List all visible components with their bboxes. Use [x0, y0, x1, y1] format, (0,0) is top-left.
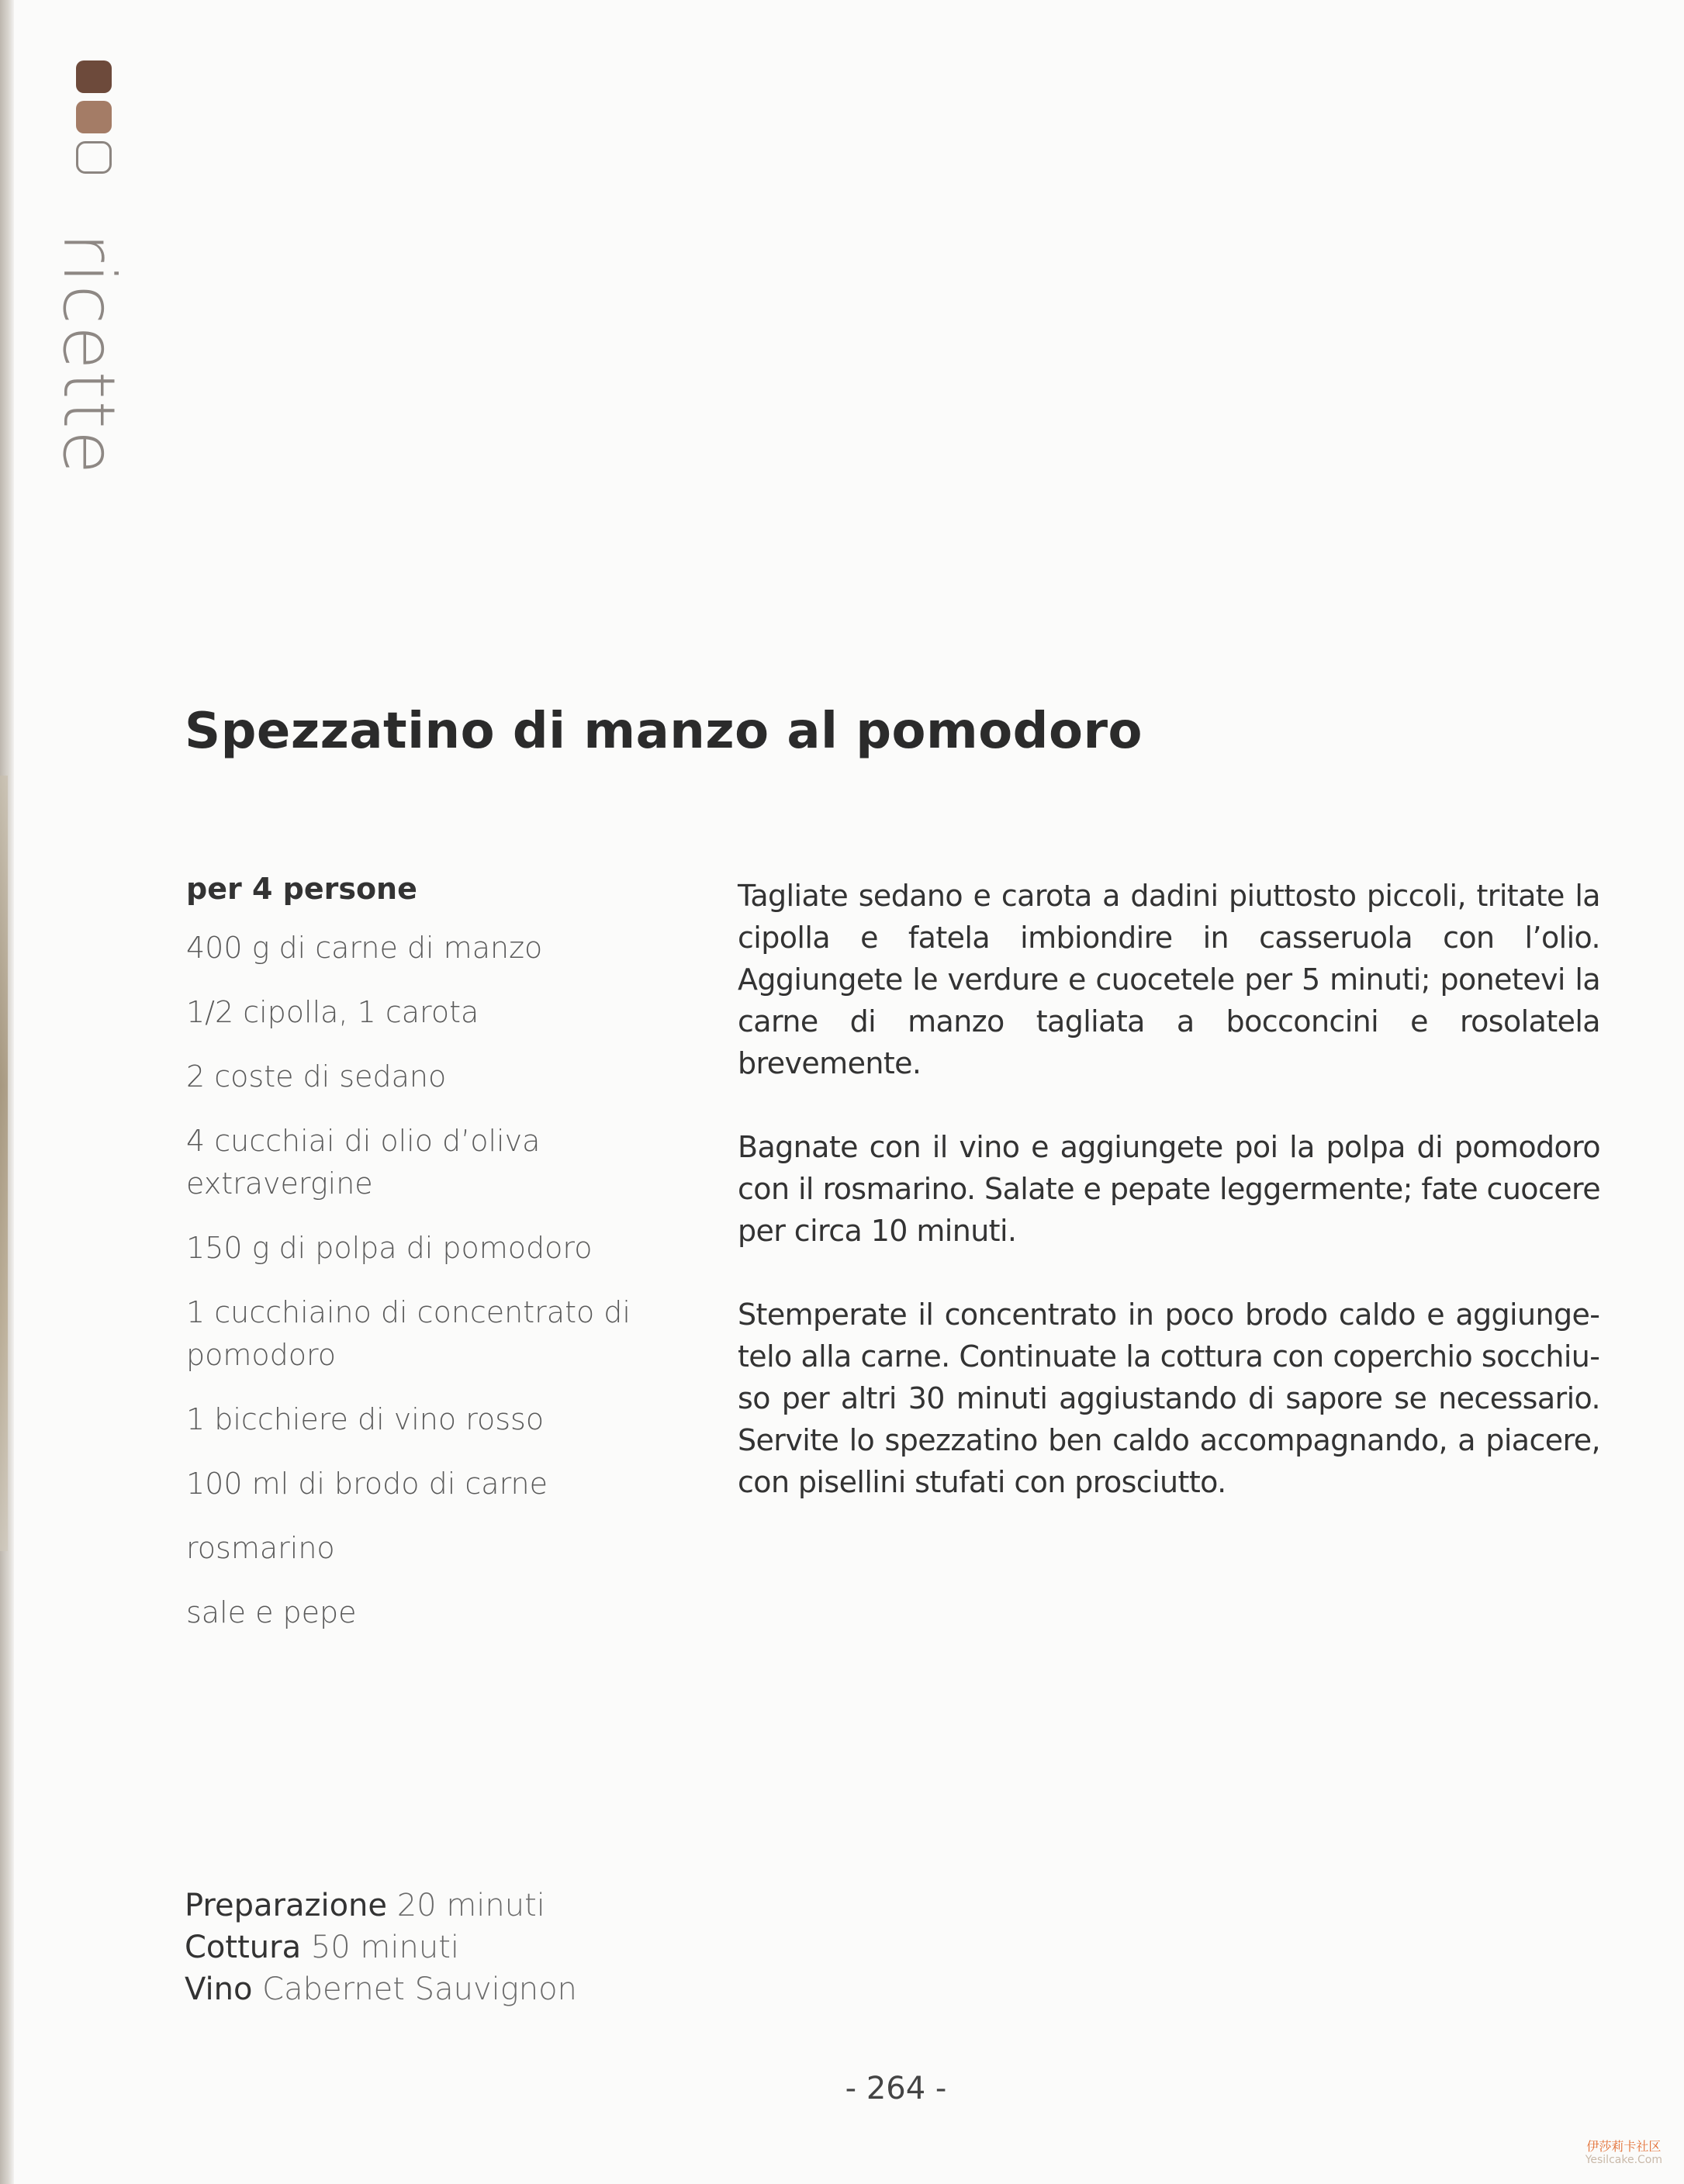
watermark-line-1: 伊莎莉卡社区 — [1586, 2139, 1662, 2155]
preparation-time — [185, 1885, 577, 1927]
preparation-value: 20 minuti — [396, 1888, 545, 1923]
preparation-label: Preparazione — [185, 1888, 387, 1923]
wine-label: Vino — [185, 1971, 253, 2007]
servings: per 4 persone — [186, 872, 417, 906]
method-paragraph: Bagnate con il vino e aggiungete poi la polpa di pomodoro con il rosmarino. Salate e pepate leggermente; fate cuocere per circa 10 minuti. — [738, 1130, 1600, 1248]
cooking-time — [185, 1927, 577, 1968]
recipe-title: Spezzatino di manzo al pomodoro — [185, 703, 1143, 760]
method-paragraph: Stemperate il concentrato in poco brodo caldo e aggiungetelo alla carne. Continuate la cottura con coperchio socchiuso per altri 30 minuti aggiustando di sapore se necessario. Servite lo spezzatino ben caldo accompagnando, a piacere, con pisellini stufati con prosciutto. — [738, 1298, 1600, 1499]
section-marker — [76, 60, 113, 181]
watermark — [1585, 2139, 1662, 2167]
method-paragraph: Tagliate sedano e carota a dadini piuttosto piccoli, tritate la cipolla e fatela imbiondire in casseruola con l’olio. Aggiungete le verdure e cuocetele per 5 minuti; ponetevi la carne di manzo tagliata a bocconcini e rosolatela brevemente. — [738, 879, 1600, 1080]
cooking-value: 50 minuti — [310, 1930, 459, 1965]
method-column — [738, 875, 1600, 1545]
ingredient-item: 150 g di polpa di pomodoro — [186, 1231, 593, 1266]
cooking-label: Cottura — [185, 1930, 302, 1965]
ingredient-item: 1 cucchiaino di concentrato di pomodoro — [186, 1295, 631, 1373]
ingredient-item: 2 coste di sedano — [186, 1059, 447, 1094]
watermark-line-2: Yesilcake.Com — [1585, 2154, 1662, 2167]
wine-value: Cabernet Sauvignon — [262, 1971, 577, 2007]
ingredient-item: 1 bicchiere di vino rosso — [186, 1402, 545, 1437]
section-label: ricette — [47, 233, 130, 476]
ingredient-item: 400 g di carne di manzo — [186, 931, 543, 966]
ingredients-column — [186, 870, 652, 1656]
spine-edge — [0, 776, 8, 1551]
ingredient-item: sale e pepe — [186, 1595, 357, 1630]
ingredient-item: 100 ml di brodo di carne — [186, 1467, 548, 1502]
marker-square-dark — [76, 60, 112, 93]
marker-square-outline — [76, 141, 112, 174]
wine-pairing — [185, 1968, 577, 2010]
page-number: - 264 - — [845, 2071, 947, 2106]
marker-square-mid — [76, 101, 112, 133]
ingredient-item: 1/2 cipolla, 1 carota — [186, 995, 479, 1030]
ingredient-item: 4 cucchiai di olio d’oliva extravergine — [186, 1124, 541, 1201]
ingredient-list — [186, 927, 652, 1634]
ingredient-item: rosmarino — [186, 1531, 335, 1566]
recipe-info — [185, 1885, 577, 2010]
